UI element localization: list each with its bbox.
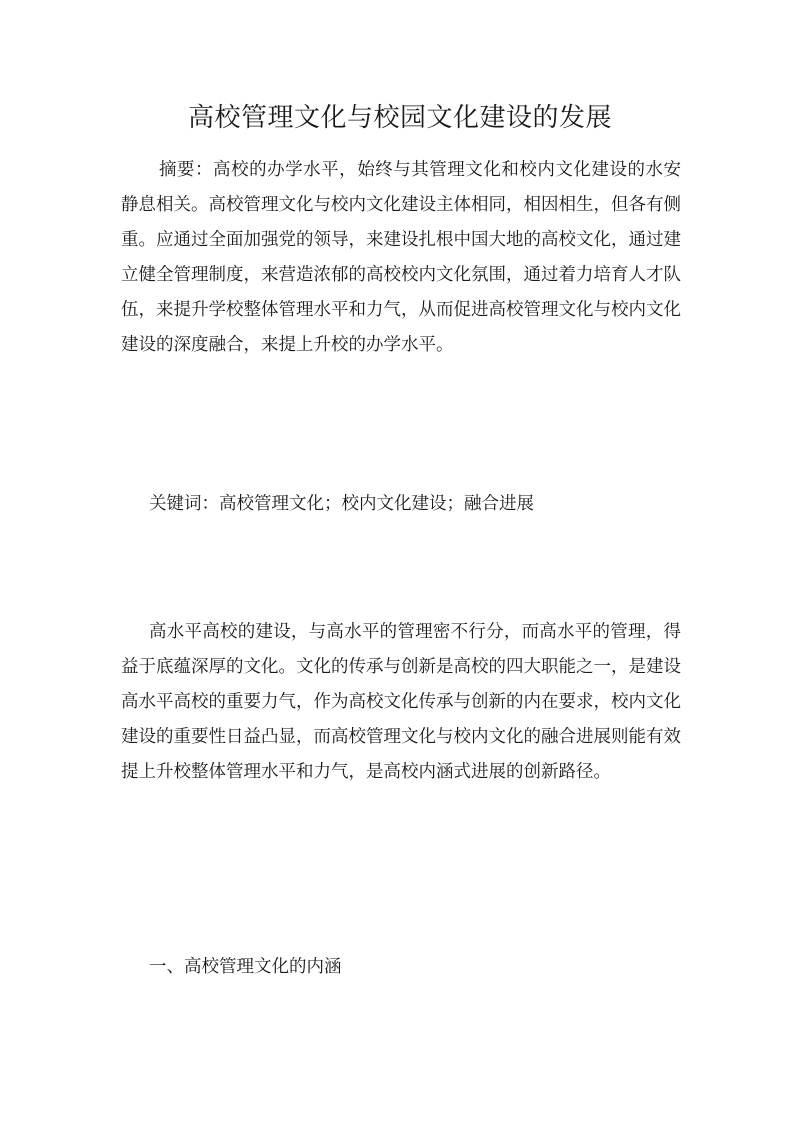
document-title: 高校管理文化与校园文化建设的发展	[187, 103, 612, 133]
intro-paragraph: 高水平高校的建设，与高水平的管理密不行分，而高水平的管理，得益于底蕴深厚的文化。文化的传承与创新是高校的四大职能之一，是建设高水平高校的重要力气，作为高校文化传承与创新的内在要求，校内文化建设的重要性日益凸显，而高校管理文化与校内文化的融合进展则能有效提上升校整体管理水平和力气，是高校内涵式进展的创新路径。	[121, 622, 681, 782]
section-heading: 一、高校管理文化的内涵	[149, 957, 342, 977]
abstract-paragraph: 摘要：高校的办学水平，始终与其管理文化和校内文化建设的水安静息相关。高校管理文化与校内文化建设主体相同，相因相生，但各有侧重。应通过全面加强党的领导，来建设扎根中国大地的高校文化，通过建立健全管理制度，来营造浓郁的高校校内文化氛围，通过着力培育人才队伍，来提升学校整体管理水平和力气，从而促进高校管理文化与校内文化建设的深度融合，来提上升校的办学水平。	[121, 160, 681, 355]
keywords-line: 关键词：高校管理文化；校内文化建设；融合进展	[149, 494, 534, 514]
